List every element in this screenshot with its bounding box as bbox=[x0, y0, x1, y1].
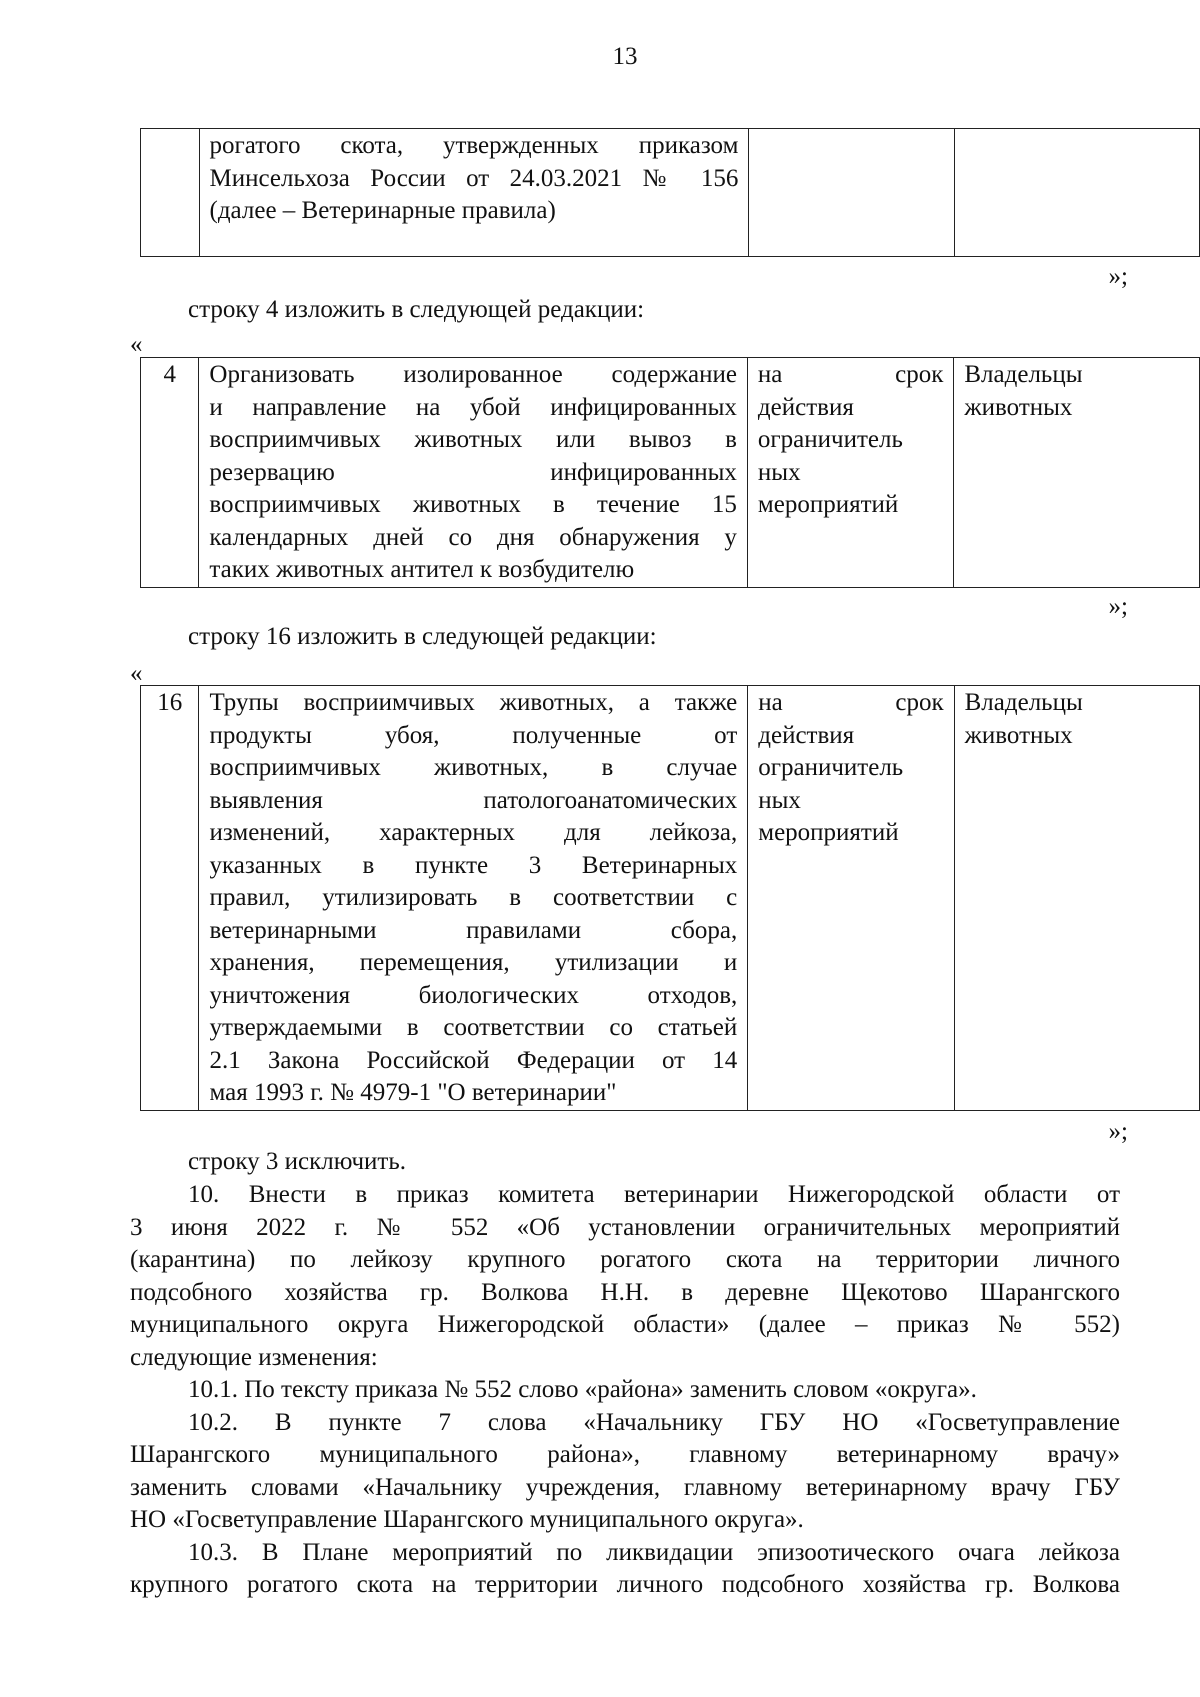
opening-quote: « bbox=[130, 331, 143, 358]
text-line: утверждаемыми в соответствии со статьей bbox=[209, 1014, 738, 1041]
text-line: 10.2. В пункте 7 слова «Начальнику ГБУ НО «Госветуправление bbox=[188, 1408, 1120, 1436]
table-row bbox=[141, 129, 1200, 257]
row16-intro: строку 16 изложить в следующей редакции: bbox=[188, 623, 657, 650]
text-line: действия bbox=[757, 393, 854, 421]
text-line: хранения, перемещения, утилизации и bbox=[209, 949, 738, 976]
table-continuation bbox=[140, 128, 1200, 257]
page-number: 13 bbox=[612, 43, 638, 70]
text-line: указанных в пункте 3 Ветеринарных bbox=[209, 851, 738, 879]
text-line: (далее – Ветеринарные правила) bbox=[209, 197, 556, 224]
text-line bbox=[758, 359, 943, 392]
row3-exclude: строку 3 исключить. bbox=[188, 1148, 406, 1175]
text-line: Владельцы bbox=[964, 361, 1083, 388]
table-row bbox=[141, 358, 1200, 588]
text-line: уничтожения биологических отходов, bbox=[209, 981, 738, 1009]
text-line: ных bbox=[758, 786, 801, 814]
text-line: выявления патологоанатомических bbox=[209, 786, 738, 814]
text-line: восприимчивых животных, в случае bbox=[209, 754, 738, 781]
text-line: Шарангского муниципального района», главному ветеринарному врачу» bbox=[130, 1441, 1120, 1468]
measure-cell bbox=[199, 686, 748, 1111]
text-line: и направление на убой инфицированных bbox=[209, 393, 737, 421]
text-line: мероприятий bbox=[757, 491, 899, 518]
text-line: ограничитель bbox=[758, 754, 904, 781]
measure-cell bbox=[199, 129, 749, 257]
text-line: Владельцы bbox=[964, 689, 1083, 716]
responsible-cell bbox=[954, 358, 1200, 588]
row-number-cell: 16 bbox=[141, 686, 199, 1111]
text-line: муниципального округа Нижегородской области» (далее – приказ № 552) bbox=[130, 1311, 1120, 1338]
term-word: срок bbox=[895, 361, 944, 388]
text-line: заменить словами «Начальнику учреждения, главному ветеринарному врачу ГБУ bbox=[130, 1473, 1120, 1501]
text-line: 2.1 Закона Российской Федерации от 14 bbox=[209, 1046, 738, 1074]
text-line: Минсельхоза России от 24.03.2021 № 156 bbox=[209, 164, 739, 192]
text-line: подсобного хозяйства гр. Волкова Н.Н. в деревне Щекотово Шарангского bbox=[130, 1278, 1120, 1306]
row-number-cell: 4 bbox=[141, 358, 199, 588]
row-number-cell bbox=[141, 129, 200, 257]
text-line: действия bbox=[758, 721, 855, 749]
text-line: ограничитель bbox=[757, 426, 903, 453]
term-word: на bbox=[757, 361, 783, 388]
table-row4 bbox=[140, 357, 1200, 588]
paragraph-10 bbox=[130, 1179, 1120, 1602]
responsible-cell bbox=[954, 129, 1199, 257]
term-cell bbox=[747, 358, 953, 588]
text-line: рогатого скота, утвержденных приказом bbox=[209, 132, 739, 159]
closing-quote: »; bbox=[1108, 263, 1128, 290]
text-line: НО «Госветуправление Шарангского муниципального округа». bbox=[130, 1506, 804, 1533]
text-line: крупного рогатого скота на территории личного подсобного хозяйства гр. Волкова bbox=[130, 1571, 1120, 1598]
text-line: календарных дней со дня обнаружения у bbox=[209, 523, 737, 551]
text-line: животных bbox=[964, 393, 1073, 421]
row4-intro: строку 4 изложить в следующей редакции: bbox=[188, 296, 645, 323]
text-line: восприимчивых животных в течение 15 bbox=[209, 491, 737, 518]
table-row16 bbox=[140, 685, 1200, 1111]
text-line: 3 июня 2022 г. № 552 «Об установлении ограничительных мероприятий bbox=[130, 1213, 1120, 1241]
paragraph-10-1: 10.1. По тексту приказа № 552 слово «района» заменить словом «округа». bbox=[188, 1376, 977, 1403]
text-line: животных bbox=[964, 721, 1073, 749]
text-line: правил, утилизировать в соответствии с bbox=[209, 884, 738, 911]
text-line: 10. Внести в приказ комитета ветеринарии Нижегородской области от bbox=[188, 1181, 1120, 1208]
term-word: на bbox=[758, 689, 783, 716]
text-line: ных bbox=[757, 458, 801, 486]
term-cell bbox=[749, 129, 954, 257]
text-line: Трупы восприимчивых животных, а также bbox=[209, 689, 738, 716]
closing-quote: »; bbox=[1108, 593, 1128, 620]
text-line: 10.3. В Плане мероприятий по ликвидации эпизоотического очага лейкоза bbox=[188, 1538, 1120, 1566]
text-line: (карантина) по лейкозу крупного рогатого скота на территории личного bbox=[130, 1246, 1120, 1273]
opening-quote: « bbox=[130, 660, 143, 687]
text-line: резервацию инфицированных bbox=[209, 458, 737, 486]
text-line: Организовать изолированное содержание bbox=[209, 361, 737, 388]
text-line: изменений, характерных для лейкоза, bbox=[209, 819, 738, 846]
text-line: таких животных антител к возбудителю bbox=[209, 556, 635, 583]
responsible-cell bbox=[954, 686, 1199, 1111]
term-cell bbox=[748, 686, 954, 1111]
text-line: ветеринарными правилами сбора, bbox=[209, 916, 738, 944]
table-row bbox=[141, 686, 1200, 1111]
term-word: срок bbox=[895, 689, 944, 716]
text-line: мероприятий bbox=[758, 819, 899, 846]
measure-cell bbox=[199, 358, 748, 588]
text-line: восприимчивых животных или вывоз в bbox=[209, 426, 737, 453]
closing-quote: »; bbox=[1108, 1118, 1128, 1145]
text-line: продукты убоя, полученные от bbox=[209, 721, 738, 749]
text-line bbox=[758, 687, 943, 720]
text-line: следующие изменения: bbox=[130, 1343, 378, 1371]
text-line: мая 1993 г. № 4979-1 "О ветеринарии" bbox=[209, 1079, 617, 1106]
